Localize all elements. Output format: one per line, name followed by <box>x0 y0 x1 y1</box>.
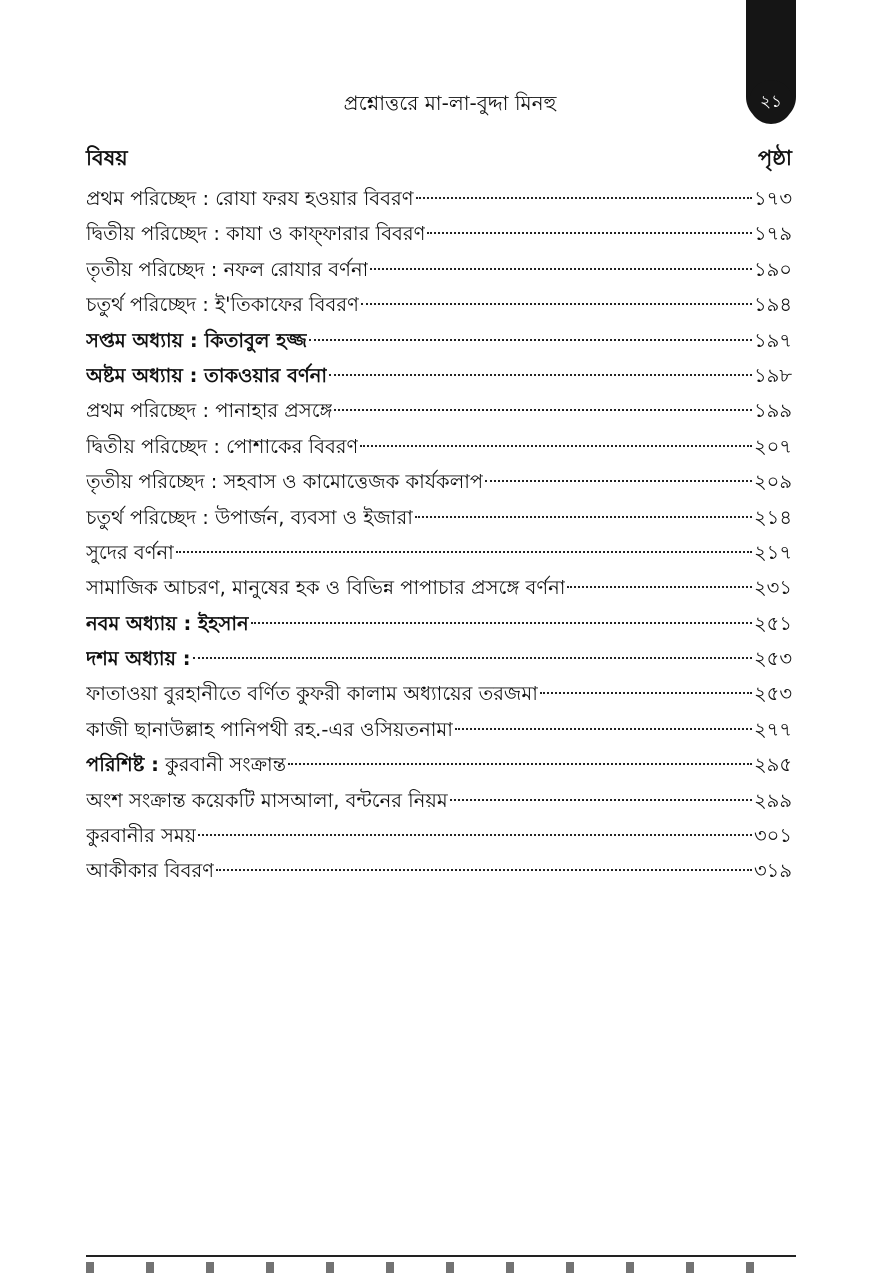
toc-entry-page: ২৯৯ <box>754 788 792 812</box>
toc-entry-text: চতুর্থ পরিচ্ছেদ : ই'তিকাফের বিবরণ <box>86 293 359 317</box>
bottom-rule <box>86 1255 796 1257</box>
toc-entry <box>86 641 792 676</box>
toc-entry-text: আকীকার বিবরণ <box>86 859 214 883</box>
toc-entry-page: ৩১৯ <box>754 859 792 883</box>
toc-entry-page: ২৫৩ <box>753 647 792 671</box>
toc-entry-page: ২৯৫ <box>754 753 792 777</box>
dot-leader <box>251 622 752 624</box>
toc-entry-text: সামাজিক আচরণ, মানুষের হক ও বিভিন্ন পাপাচার প্রসঙ্গে বর্ণনা <box>86 576 566 600</box>
toc-entry-text: দ্বিতীয় পরিচ্ছেদ : পোশাকের বিবরণ <box>86 434 359 458</box>
dot-leader <box>361 303 752 305</box>
dot-leader <box>416 197 752 199</box>
toc-entry-text: কুরবানী সংক্রান্ত <box>158 753 287 777</box>
toc-entry-text: তৃতীয় পরিচ্ছেদ : সহবাস ও কামোত্তেজক কার্যকলাপ <box>86 470 484 494</box>
toc-entry-heading: নবম অধ্যায় : ইহসান <box>86 611 249 635</box>
toc-entry-text: ফাতাওয়া বুরহানীতে বর্ণিত কুফরী কালাম অধ্যায়ের তরজমা <box>86 682 538 706</box>
toc-entry-text: কুরবানীর সময় <box>86 824 197 848</box>
toc-entry-heading: অষ্টম অধ্যায় : তাকওয়ার বর্ণনা <box>86 363 328 387</box>
dot-leader <box>216 869 752 871</box>
dot-leader <box>450 799 752 801</box>
toc-entry-title <box>86 287 359 322</box>
dot-leader <box>334 409 752 411</box>
toc-entry-page: ২০৯ <box>753 470 792 494</box>
toc-entry <box>86 818 792 853</box>
dot-leader <box>567 586 752 588</box>
dot-leader <box>427 232 752 234</box>
next-page-bleed <box>86 1262 796 1273</box>
toc-entry-page: ১৯৮ <box>754 363 792 387</box>
dot-leader <box>540 692 752 694</box>
page-column-heading: পৃষ্ঠা <box>757 146 792 170</box>
toc-entry-page: ২৫৩ <box>753 682 792 706</box>
toc-entry <box>86 570 792 605</box>
toc-entry-title <box>86 606 249 641</box>
toc-entry-title <box>86 181 414 216</box>
toc-entry-title <box>86 216 425 251</box>
toc-entry <box>86 676 792 711</box>
dot-leader <box>288 763 752 765</box>
toc-entry-heading: সপ্তম অধ্যায় : কিতাবুল হজ্জ <box>86 328 307 352</box>
toc-entry <box>86 853 792 888</box>
toc-entry <box>86 358 792 393</box>
toc-entry-page: ২০৭ <box>753 434 792 458</box>
toc-entry-text: সুদের বর্ণনা <box>86 540 174 564</box>
toc-entry-title <box>86 323 307 358</box>
toc-entry-page: ২১৪ <box>754 505 792 529</box>
toc-entry-title <box>86 712 453 747</box>
dot-leader <box>198 834 752 836</box>
toc-entry-title <box>86 570 565 605</box>
toc-entry-title <box>86 641 191 676</box>
toc-entry-title <box>86 464 483 499</box>
dot-leader <box>176 551 752 553</box>
toc-entry-title <box>86 500 413 535</box>
toc-entry <box>86 287 792 322</box>
toc-entry-title <box>86 783 448 818</box>
toc-entry-title <box>86 747 286 782</box>
toc-entry <box>86 181 792 216</box>
toc-entry-text: অংশ সংক্রান্ত কয়েকটি মাসআলা, বন্টনের নিয়ম <box>86 788 448 812</box>
toc-entry-heading: দশম অধ্যায় : <box>86 647 191 671</box>
toc-entry-page: ১৭৯ <box>754 222 792 246</box>
toc-entry-text: তৃতীয় পরিচ্ছেদ : নফল রোযার বর্ণনা <box>86 257 369 281</box>
toc-entry-title <box>86 429 358 464</box>
toc-entry-title <box>86 535 174 570</box>
toc-entry-page: ২৩১ <box>753 576 792 600</box>
toc-entry <box>86 464 792 499</box>
table-of-contents <box>86 181 792 889</box>
toc-entry <box>86 252 792 287</box>
page-number-badge: ২১ <box>749 80 793 124</box>
toc-entry-page: ২৫১ <box>754 611 792 635</box>
dot-leader <box>329 374 752 376</box>
toc-entry <box>86 323 792 358</box>
toc-entry <box>86 535 792 570</box>
toc-entry-page: ১৯৭ <box>754 328 792 352</box>
toc-entry-title <box>86 818 196 853</box>
toc-entry-text: প্রথম পরিচ্ছেদ : পানাহার প্রসঙ্গে <box>86 399 333 423</box>
toc-entry-heading: পরিশিষ্ট : <box>86 753 159 777</box>
toc-entry <box>86 429 792 464</box>
toc-entry <box>86 747 792 782</box>
toc-entry-title <box>86 252 368 287</box>
toc-entry-text: চতুর্থ পরিচ্ছেদ : উপার্জন, ব্যবসা ও ইজারা <box>86 505 413 529</box>
dot-leader <box>485 480 752 482</box>
toc-entry-title <box>86 676 538 711</box>
toc-entry <box>86 712 792 747</box>
toc-column-headings <box>86 141 792 175</box>
toc-entry-title <box>86 853 214 888</box>
toc-entry-text: দ্বিতীয় পরিচ্ছেদ : কাযা ও কাফ্ফারার বিবরণ <box>86 222 426 246</box>
dot-leader <box>415 516 752 518</box>
toc-entry-title <box>86 393 332 428</box>
dot-leader <box>455 728 752 730</box>
toc-entry <box>86 606 792 641</box>
dot-leader <box>370 268 752 270</box>
running-header-title: প্রশ্নোত্তরে মা-লা-বুদ্দা মিনহু <box>343 91 557 115</box>
dot-leader <box>309 339 752 341</box>
dot-leader <box>193 657 752 659</box>
subject-column-heading: বিষয় <box>86 146 128 170</box>
dot-leader <box>360 445 752 447</box>
toc-entry <box>86 393 792 428</box>
toc-entry-page: ১৯০ <box>754 257 792 281</box>
toc-entry-page: ১৯৪ <box>754 293 792 317</box>
toc-entry-text: প্রথম পরিচ্ছেদ : রোযা ফরয হওয়ার বিবরণ <box>86 187 414 210</box>
toc-entry-page: ১৯৯ <box>754 399 792 423</box>
toc-entry-page: ২১৭ <box>753 540 792 564</box>
toc-entry <box>86 216 792 251</box>
toc-entry-page: ১৭৩ <box>753 187 792 210</box>
toc-entry-page: ২৭৭ <box>753 717 792 741</box>
toc-entry <box>86 500 792 535</box>
toc-entry <box>86 783 792 818</box>
toc-entry-text: কাজী ছানাউল্লাহ পানিপথী রহ.-এর ওসিয়তনামা <box>86 717 453 741</box>
toc-entry-page: ৩০১ <box>753 824 792 848</box>
toc-entry-title <box>86 358 327 393</box>
